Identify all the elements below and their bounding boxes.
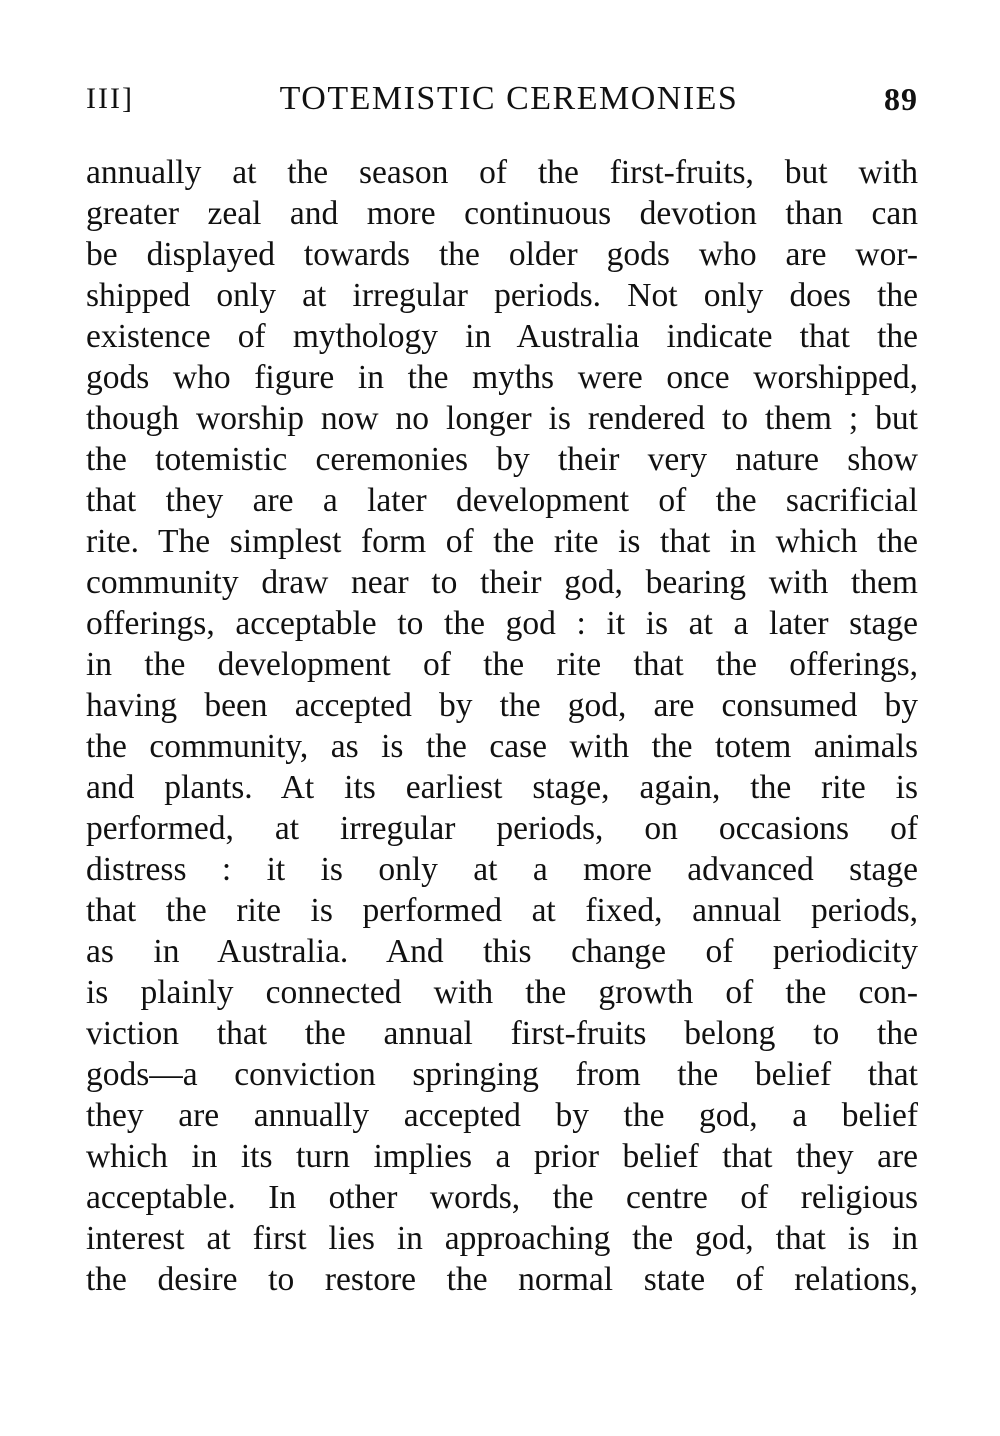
text-line: having been accepted by the god, are consumed by <box>86 687 918 724</box>
text-line: gods who figure in the myths were once worshipped, <box>86 359 918 396</box>
running-title: TOTEMISTIC CEREMONIES <box>279 80 739 117</box>
text-line: viction that the annual first-fruits belong to the <box>86 1015 918 1052</box>
text-line: greater zeal and more continuous devotion than can <box>86 195 918 232</box>
text-line: that they are a later development of the sacrificial <box>86 482 918 519</box>
text-line: which in its turn implies a prior belief that they are <box>86 1138 918 1175</box>
text-line: the totemistic ceremonies by their very nature show <box>86 441 918 478</box>
text-line: distress : it is only at a more advanced stage <box>86 851 918 888</box>
text-line: as in Australia. And this change of periodicity <box>86 933 918 970</box>
text-line: is plainly connected with the growth of the con- <box>86 974 918 1011</box>
text-line: acceptable. In other words, the centre of religious <box>86 1179 918 1216</box>
text-line: performed, at irregular periods, on occasions of <box>86 810 918 847</box>
text-line: interest at first lies in approaching the god, that is in <box>86 1220 918 1257</box>
text-line: the desire to restore the normal state of relations, <box>86 1261 918 1298</box>
text-line: be displayed towards the older gods who are wor- <box>86 236 918 273</box>
text-line: rite. The simplest form of the rite is that in which the <box>86 523 918 560</box>
text-line: annually at the season of the first-fruits, but with <box>86 154 918 191</box>
text-line: gods—a conviction springing from the belief that <box>86 1056 918 1093</box>
chapter-number: III] <box>86 82 134 115</box>
page-number: 89 <box>884 80 918 117</box>
text-line: community draw near to their god, bearing with them <box>86 564 918 601</box>
text-line: shipped only at irregular periods. Not only does the <box>86 277 918 314</box>
text-line: the community, as is the case with the totem animals <box>86 728 918 765</box>
text-line: in the development of the rite that the offerings, <box>86 646 918 683</box>
running-head <box>86 74 918 124</box>
text-line: they are annually accepted by the god, a belief <box>86 1097 918 1134</box>
text-line: and plants. At its earliest stage, again, the rite is <box>86 769 918 806</box>
body-text <box>86 152 918 1300</box>
text-line: offerings, acceptable to the god : it is at a later stage <box>86 605 918 642</box>
text-line: that the rite is performed at fixed, annual periods, <box>86 892 918 929</box>
text-line: though worship now no longer is rendered to them ; but <box>86 400 918 437</box>
text-line: existence of mythology in Australia indicate that the <box>86 318 918 355</box>
